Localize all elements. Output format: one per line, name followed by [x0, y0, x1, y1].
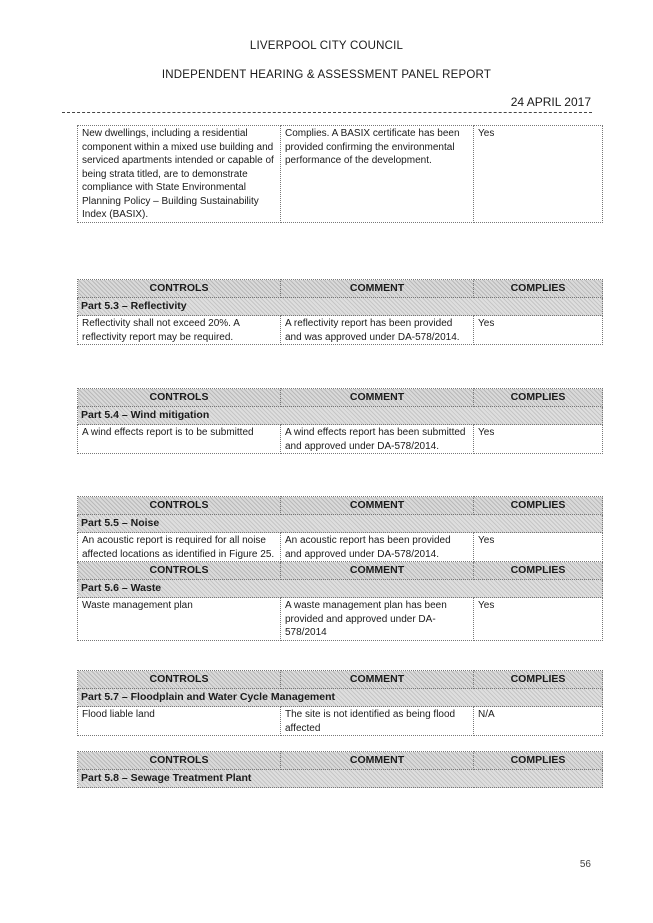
- complies-header: COMPLIES: [474, 280, 603, 298]
- report-date: 24 APRIL 2017: [510, 95, 591, 109]
- header-rule: [62, 112, 592, 113]
- control-cell: Waste management plan: [78, 598, 281, 641]
- complies-cell: Yes: [474, 598, 603, 641]
- control-cell: An acoustic report is required for all noise affected locations as identified in Figure 25.: [78, 533, 281, 562]
- column-header-row: [78, 671, 603, 689]
- page-number: 56: [579, 859, 591, 870]
- complies-cell: Yes: [474, 533, 603, 562]
- complies-header: COMPLIES: [474, 752, 603, 770]
- complies-cell: N/A: [474, 707, 603, 736]
- complies-header: COMPLIES: [474, 389, 603, 407]
- comment-cell: An acoustic report has been provided and approved under DA-578/2014.: [281, 533, 474, 562]
- comment-cell: A wind effects report has been submitted and approved under DA-578/2014.: [281, 425, 474, 454]
- comment-cell: The site is not identified as being flood affected: [281, 707, 474, 736]
- controls-header: CONTROLS: [78, 389, 281, 407]
- part-title: Part 5.8 – Sewage Treatment Plant: [78, 770, 603, 788]
- part-row: [78, 580, 603, 598]
- complies-header: COMPLIES: [474, 671, 603, 689]
- control-cell: A wind effects report is to be submitted: [78, 425, 281, 454]
- comment-header: COMMENT: [281, 389, 474, 407]
- column-header-row: [78, 389, 603, 407]
- table-row: [78, 126, 603, 223]
- column-header-row: [78, 752, 603, 770]
- part-row: [78, 298, 603, 316]
- comment-header: COMMENT: [281, 497, 474, 515]
- comment-cell: A waste management plan has been provided and approved under DA-578/2014: [281, 598, 474, 641]
- part-row: [78, 407, 603, 425]
- controls-header: CONTROLS: [78, 497, 281, 515]
- part-title: Part 5.4 – Wind mitigation: [78, 407, 603, 425]
- sewage-treatment-table: [77, 751, 603, 788]
- controls-header: CONTROLS: [78, 752, 281, 770]
- control-cell: Flood liable land: [78, 707, 281, 736]
- part-row: [78, 770, 603, 788]
- report-title: INDEPENDENT HEARING & ASSESSMENT PANEL REPORT: [161, 69, 492, 81]
- column-header-row: [78, 562, 603, 580]
- reflectivity-table: [77, 279, 603, 345]
- complies-cell: Yes: [474, 126, 603, 223]
- table-row: [78, 425, 603, 454]
- basix-table: [77, 125, 603, 223]
- column-header-row: [78, 497, 603, 515]
- column-header-row: [78, 280, 603, 298]
- control-cell: Reflectivity shall not exceed 20%. A reflectivity report may be required.: [78, 316, 281, 345]
- table-row: [78, 533, 603, 562]
- part-row: [78, 689, 603, 707]
- complies-header: COMPLIES: [474, 497, 603, 515]
- part-title: Part 5.7 – Floodplain and Water Cycle Management: [78, 689, 603, 707]
- table-row: [78, 707, 603, 736]
- part-title: Part 5.6 – Waste: [78, 580, 603, 598]
- complies-header: COMPLIES: [474, 562, 603, 580]
- comment-header: COMMENT: [281, 562, 474, 580]
- complies-cell: Yes: [474, 316, 603, 345]
- comment-header: COMMENT: [281, 671, 474, 689]
- floodplain-table: [77, 670, 603, 736]
- comment-cell: Complies. A BASIX certificate has been provided confirming the environmental performance of the development.: [281, 126, 474, 223]
- complies-cell: Yes: [474, 425, 603, 454]
- controls-header: CONTROLS: [78, 562, 281, 580]
- wind-mitigation-table: [77, 388, 603, 454]
- comment-cell: A reflectivity report has been provided and was approved under DA-578/2014.: [281, 316, 474, 345]
- comment-header: COMMENT: [281, 752, 474, 770]
- controls-header: CONTROLS: [78, 280, 281, 298]
- control-cell: New dwellings, including a residential component within a mixed use building and serviced apartments intended or capable of being strata titled, are to demonstrate compliance with State Environmental Planning Policy – Building Sustainability Index (BASIX).: [78, 126, 281, 223]
- council-name: LIVERPOOL CITY COUNCIL: [249, 40, 404, 52]
- part-title: Part 5.5 – Noise: [78, 515, 603, 533]
- table-row: [78, 316, 603, 345]
- comment-header: COMMENT: [281, 280, 474, 298]
- table-row: [78, 598, 603, 641]
- controls-header: CONTROLS: [78, 671, 281, 689]
- noise-waste-table: [77, 496, 603, 641]
- part-title: Part 5.3 – Reflectivity: [78, 298, 603, 316]
- part-row: [78, 515, 603, 533]
